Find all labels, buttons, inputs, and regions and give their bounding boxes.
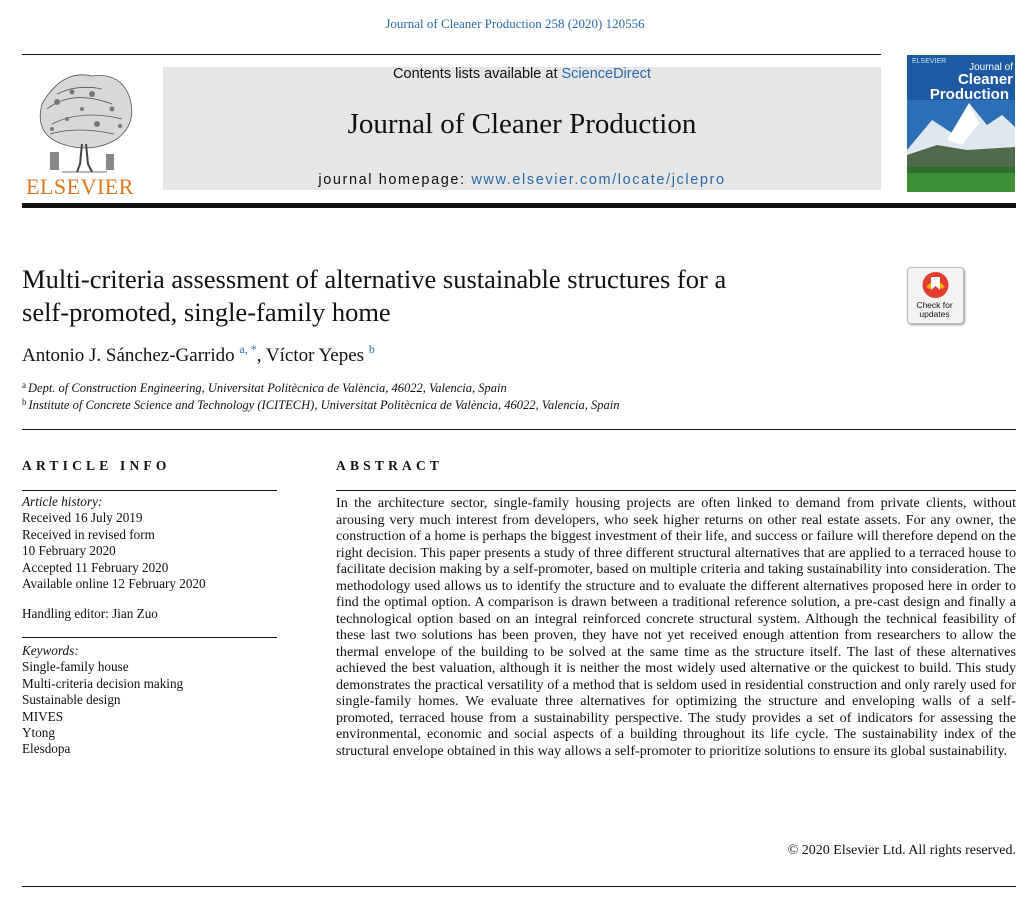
keyword-item: Ytong (22, 725, 55, 741)
article-history (22, 494, 206, 592)
author-2[interactable]: Víctor Yepes (265, 345, 365, 366)
keywords-label: Keywords: (22, 643, 79, 658)
author-separator: , (256, 345, 266, 366)
article-title-line-1: Multi-criteria assessment of alternative sustainable structures for a (22, 264, 727, 294)
abstract-heading: ABSTRACT (336, 458, 444, 473)
article-title (22, 263, 882, 329)
author-2-affiliation-mark[interactable]: b (368, 342, 375, 356)
author-1[interactable]: Antonio J. Sánchez-Garrido (22, 345, 235, 366)
abstract-rule (336, 490, 1016, 491)
keyword-item: Single-family house (22, 659, 129, 675)
history-item: Accepted 11 February 2020 (22, 559, 169, 575)
history-item: Available online 12 February 2020 (22, 576, 206, 592)
sciencedirect-link[interactable]: ScienceDirect (561, 66, 651, 82)
check-for-updates-icon (908, 268, 963, 302)
contents-line (163, 66, 881, 82)
cover-title-production: Production (929, 86, 1009, 103)
author-1-affiliation-marks[interactable]: a, * (239, 342, 257, 356)
copyright-notice: © 2020 Elsevier Ltd. All rights reserved. (787, 843, 1016, 858)
check-for-updates-label[interactable] (907, 301, 962, 319)
badge-label-line-2: updates (919, 309, 950, 319)
abstract-text: In the architecture sector, single-family housing projects are often linked to demand from private clients, without arousing very much interest from developers, who seek higher returns on other real estate assets. For any owner, the construction of a home is perhaps the biggest investment of their life, and success or failure will therefore depend on the right decision. This paper presents a study of three different structural alternatives that are applied to a terraced house to facilitate decision making by a self-promoter, based on multiple criteria and taking sustainability into consideration. The methodology used allows us to identify the structure and to evaluate the different alternatives proposed here in order to find the optimal option. A comparison is drawn between a traditional reference solution, a pre-cast design and finally a technological option based on an integral reinforced concrete structural system. Although the technical feasibility of these last two solutions has been proven, they have not yet received enough attention from researchers to allow the thermal envelope of the building to be solved at the same time as the structure itself. The last of these alternatives achieved the best valuation, although it is neither the most widely used alternative or the quickest to build. This study demonstrates the practical versatility of a method that is seldom used in residential construction and only rarely used for single-family homes. We evaluate three alternatives for optimizing the structure and enveloping walls of a self-promoted, terraced house from a sustainability perspective. The study provides a set of indicators for assessing the environmental, economic and social aspects of a building throughout its life cycle. The sustainability index of the structural envelope obtained in this way allows a self-promoter to prioritize solutions to ensure its global sustainability. (336, 495, 1016, 759)
keywords-list (22, 643, 183, 758)
affiliation-a (22, 380, 507, 396)
affiliation-b (22, 397, 619, 413)
history-label: Article history: (22, 494, 103, 509)
cover-title-cleaner: Cleaner (957, 71, 1013, 88)
footer-rule (22, 886, 1016, 887)
handling-editor: Handling editor: Jian Zuo (22, 606, 158, 621)
affiliation-a-mark: a (22, 380, 26, 390)
keywords-rule (22, 637, 277, 638)
keyword-item: Elesdopa (22, 741, 71, 757)
affiliation-b-mark: b (22, 397, 27, 407)
history-item: 10 February 2020 (22, 543, 116, 559)
journal-title: Journal of Cleaner Production (347, 108, 697, 140)
homepage-prefix: journal homepage: (318, 172, 472, 188)
keyword-item: MIVES (22, 708, 64, 724)
header-top-rule (22, 54, 881, 55)
cover-title-journal-of: Journal of (969, 62, 1013, 73)
article-title-line-2: self-promoted, single-family home (22, 297, 391, 327)
article-info-rule (22, 490, 277, 491)
affiliation-b-text: Institute of Concrete Science and Technology (ICITECH), Universitat Politècnica de València, 46022, Valencia, Spain (28, 398, 620, 412)
affiliation-a-text: Dept. of Construction Engineering, Universitat Politècnica de València, 46022, Valencia, Spain (28, 381, 507, 395)
article-info-heading: ARTICLE INFO (22, 458, 171, 473)
cover-publisher-mark: ELSEVIER (912, 58, 947, 65)
badge-label-line-1: Check for (916, 300, 953, 310)
keyword-item: Multi-criteria decision making (22, 675, 184, 691)
header-thick-rule (22, 203, 1016, 208)
elsevier-wordmark[interactable]: ELSEVIER (26, 174, 134, 199)
homepage-link[interactable]: www.elsevier.com/locate/jclepro (471, 172, 726, 188)
journal-reference[interactable]: Journal of Cleaner Production 258 (2020) 120556 (385, 16, 645, 31)
history-item: Received 16 July 2019 (22, 510, 143, 526)
history-item: Received in revised form (22, 526, 155, 542)
contents-prefix: Contents lists available at (393, 66, 562, 82)
section-rule (22, 429, 1016, 430)
homepage-line (163, 172, 881, 188)
author-list (22, 342, 375, 367)
keyword-item: Sustainable design (22, 692, 121, 708)
